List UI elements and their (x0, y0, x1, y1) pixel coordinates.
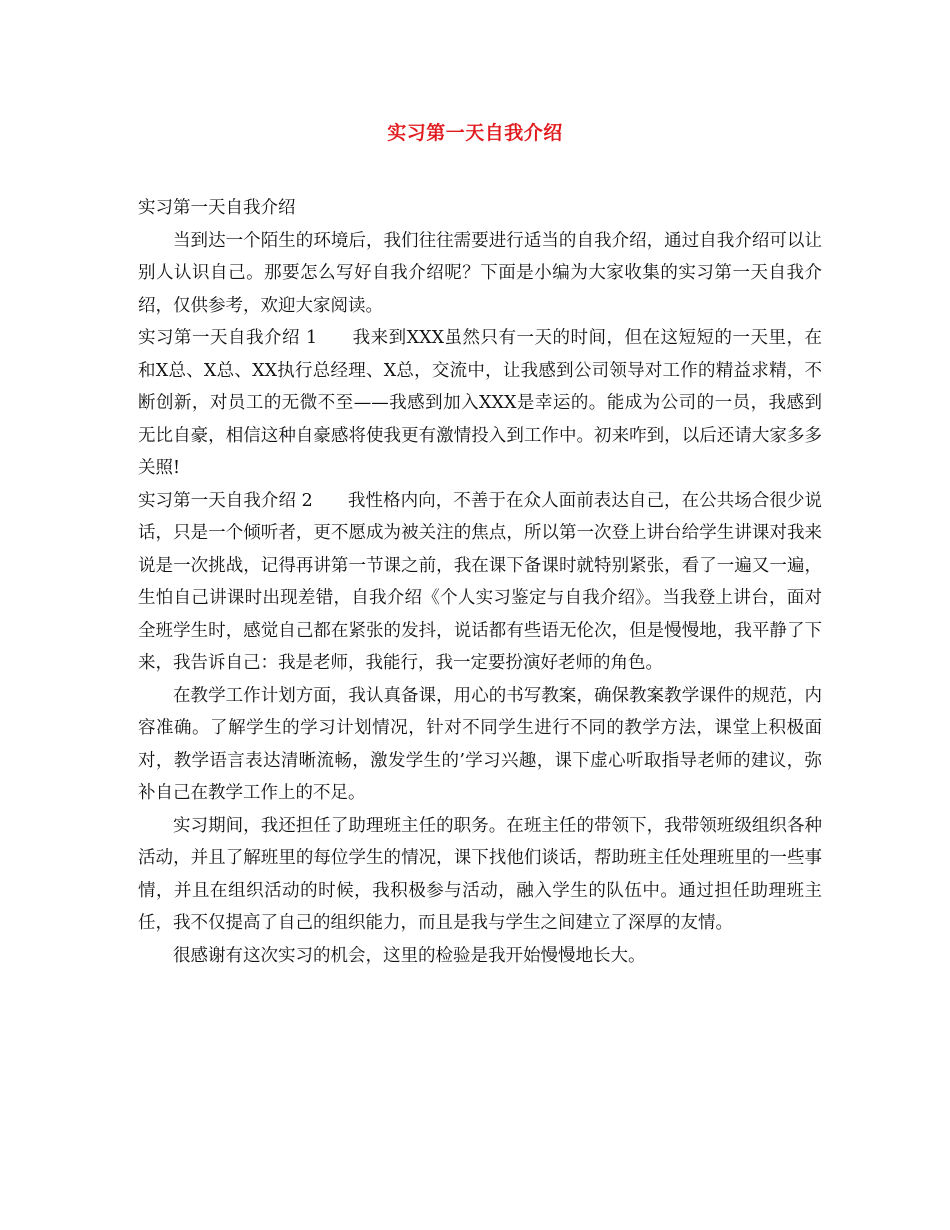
document-subtitle: 实习第一天自我介绍 (138, 198, 296, 218)
document-body (138, 192, 822, 972)
section-1-paragraph (138, 322, 822, 485)
document-title: 实习第一天自我介绍 (387, 122, 563, 144)
body-paragraph: 在教学工作计划方面，我认真备课，用心的书写教案，确保教案教学课件的规范，内容准确。了解学生的学习计划情况，针对不同学生进行不同的教学方法，课堂上积极面对，教学语言表达清晰流畅，激发学生的’学习兴趣，课下虚心听取指导老师的建议，弥补自己在教学工作上的不足。 (138, 685, 822, 803)
intro-paragraph: 当到达一个陌生的环境后，我们往往需要进行适当的自我介绍，通过自我介绍可以让别人认识自己。那要怎么写好自我介绍呢？下面是小编为大家收集的实习第一天自我介绍，仅供参考，欢迎大家阅读。 (138, 230, 822, 316)
body-paragraph: 很感谢有这次实习的机会，这里的检验是我开始慢慢地长大。 (173, 945, 646, 966)
section-1-text: 我来到XXX虽然只有一天的时间，但在这短短的一天里，在和X总、X总、XX执行总经理、X总，交流中，让我感到公司领导对工作的精益求精，不断创新，对员工的无微不至——我感到加入XXX是幸运的。能成为公司的一员，我感到无比自豪，相信这种自豪感将使我更有激情投入到工作中。初来咋到，以后还请大家多多关照! (138, 328, 823, 478)
section-2-paragraph (138, 485, 822, 680)
section-1-label: 实习第一天自我介绍 1 (138, 328, 318, 348)
body-paragraph: 实习期间，我还担任了助理班主任的职务。在班主任的带领下，我带领班级组织各种活动，并且了解班里的每位学生的情况，课下找他们谈话，帮助班主任处理班里的一些事情，并且在组织活动的时候，我积极参与活动，融入学生的队伍中。通过担任助理班主任，我不仅提高了自己的组织能力，而且是我与学生之间建立了深厚的友情。 (138, 815, 822, 933)
section-2-text: 我性格内向，不善于在众人面前表达自己，在公共场合很少说话，只是一个倾听者，更不愿成为被关注的焦点，所以第一次登上讲台给学生讲课对我来说是一次挑战，记得再讲第一节课之前，我在课下备课时就特别紧张，看了一遍又一遍，生怕自己讲课时出现差错，自我介绍《个人实习鉴定与自我介绍》。当我登上讲台，面对全班学生时，感觉自己都在紧张的发抖，说话都有些语无伦次，但是慢慢地，我平静了下来，我告诉自己：我是老师，我能行，我一定要扮演好老师的角色。 (138, 490, 823, 673)
section-2-label: 实习第一天自我介绍 2 (138, 490, 313, 511)
